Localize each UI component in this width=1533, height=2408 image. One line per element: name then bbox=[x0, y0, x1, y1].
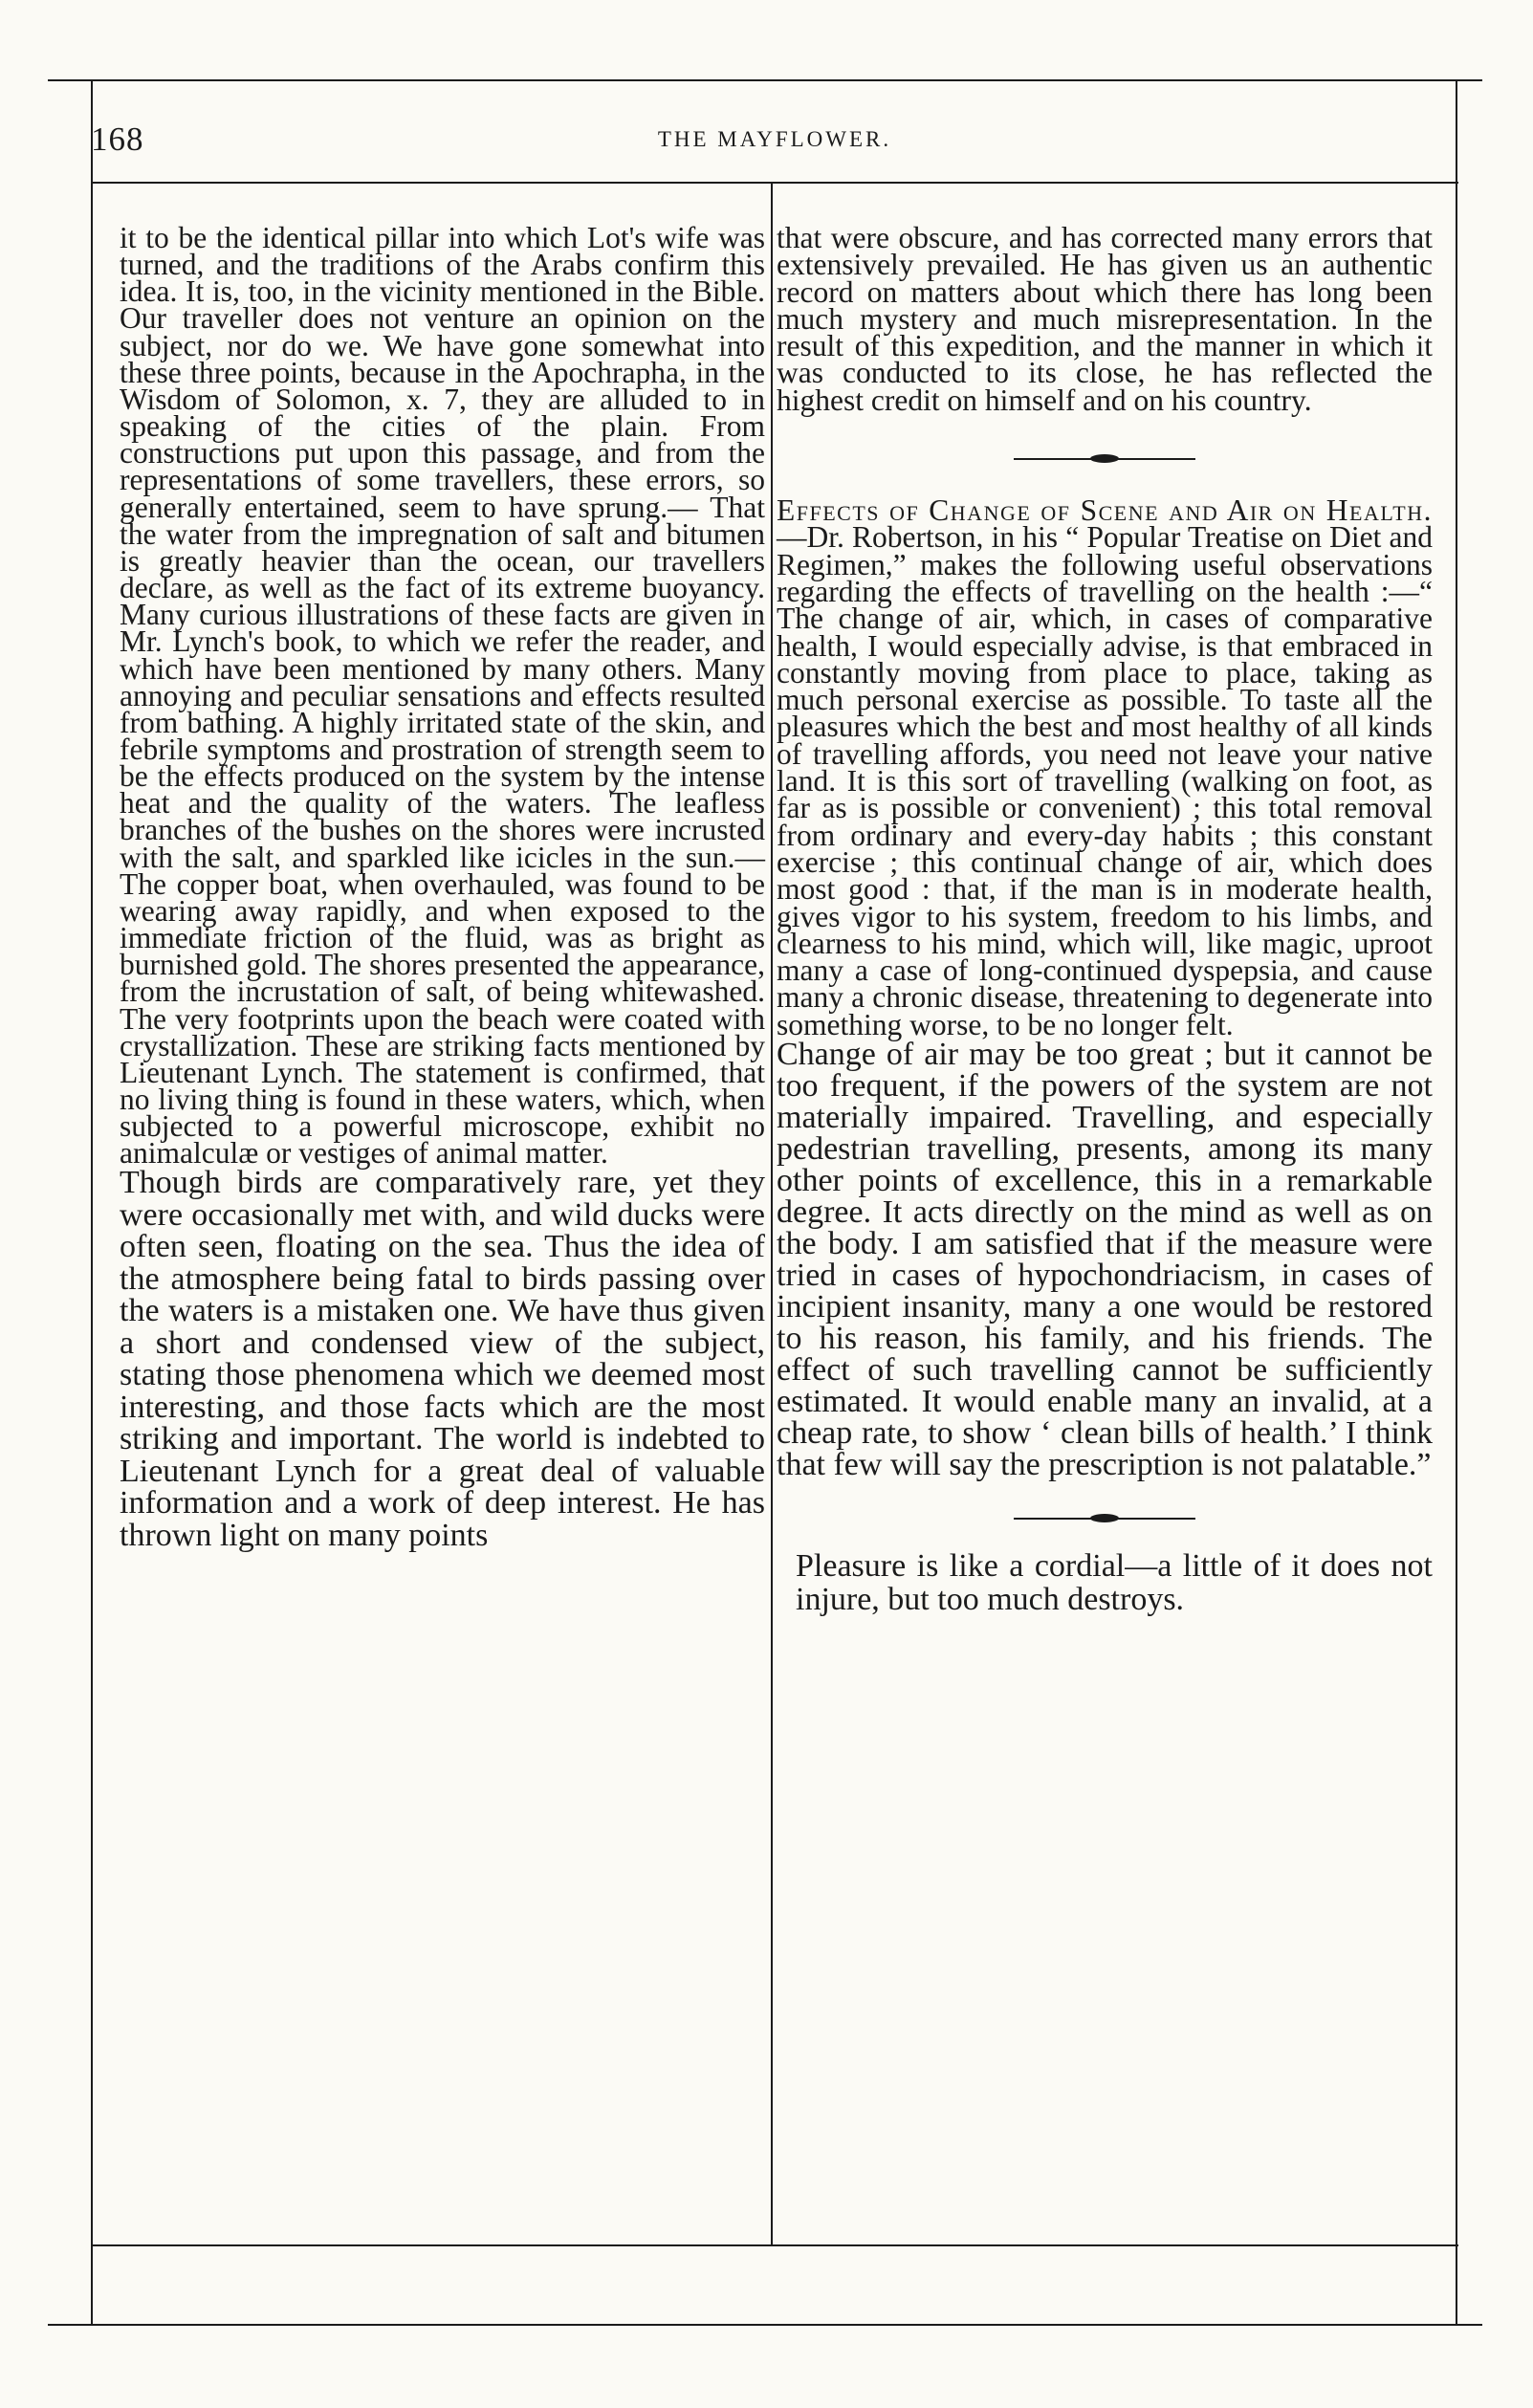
right-column bbox=[777, 221, 1433, 1618]
page-header bbox=[91, 113, 1458, 161]
left-column-text-upper: it to be the identical pillar into which Lot's wife was turned, and the traditions of the Arabs confirm this idea. It is, too, in the vicinity mentioned in the Bible. Our traveller does not venture an opinion on the subject, nor do we. We have gone somewhat into these three points, because in the Apochrapha, in the Wisdom of Solomon, x. 7, they are alluded to in speaking of the cities of the plain. From constructions put upon this passage, and from the representations of some travellers, these errors, so generally entertained, seem to have sprung.— That the water from the impregnation of salt and bitumen is greatly heavier than the ocean, our travellers declare, as well as the fact of its extreme buoyancy. Many curious illustrations of these facts are given in Mr. Lynch's book, to which we refer the reader, and which have been mentioned by many others. Many annoying and peculiar sensations and effects resulted from bathing. A highly irritated state of the skin, and febrile symptoms and prostration of strength seem to be the effects produced on the system by the intense heat and the quality of the waters. The leafless branches of the bushes on the shores were incrusted with the salt, and sparkled like icicles in the sun.— The copper boat, when overhauled, was found to be wearing away rapidly, and when exposed to the immediate friction of the fluid, was as bright as burnished gold. The shores presented the appearance, from the incrustation of salt, of being whitewashed. The very footprints upon the beach were coated with crystallization. These are striking facts mentioned by Lieutenant Lynch. The statement is confirmed, that no living thing is found in these waters, which, when subjected to a powerful microscope, exhibit no animalculæ or vestiges of animal matter. bbox=[120, 221, 765, 1171]
column-divider bbox=[771, 184, 773, 2244]
header-rule bbox=[91, 182, 1458, 184]
left-border-rule bbox=[91, 81, 93, 2324]
running-title: THE MAYFLOWER. bbox=[657, 127, 892, 151]
bottom-border-rule bbox=[48, 2324, 1482, 2326]
top-border-rule bbox=[48, 79, 1482, 81]
article-paragraph-upper bbox=[777, 493, 1433, 1041]
article-text-upper: —Dr. Robertson, in his “ Popular Treatise on Diet and Regimen,” makes the following useful observations regarding the effects of travelling on the health :—“ The change of air, which, in cases of comparative health, I would especially advise, is that embraced in constantly moving from place to place, taking as much personal exercise as possible. To taste all the pleasures which the best and most healthy of all kinds of travelling affords, you need not leave your native land. It is this sort of travelling (walking on foot, as far as is possible or convenient) ; this total removal from ordinary and every-day habits ; this constant exercise ; this continual change of air, which does most good : that, if the man is in moderate health, gives vigor to his system, freedom to his limbs, and clearness to his mind, which will, like magic, uproot many a case of long-continued dyspepsia, and cause many a chronic disease, threatening to degenerate into something worse, to be no longer felt. bbox=[777, 520, 1433, 1041]
left-column bbox=[120, 221, 765, 1553]
maxim-paragraph: Pleasure is like a cordial—a little of it does not injure, but too much destroys. bbox=[796, 1548, 1433, 1618]
section-divider-ornament-2 bbox=[1014, 1517, 1195, 1521]
page-number: 168 bbox=[91, 120, 144, 158]
article-title: Effects of Change of Scene and Air on Health. bbox=[777, 493, 1433, 528]
continuation-paragraph: that were obscure, and has corrected many errors that extensively prevailed. He has given us an authentic record on matters about which there has long been much mystery and much misrepresentation. In the result of this expedition, and the manner in which it was conducted to its close, he has reflected the highest credit on himself and on his country. bbox=[777, 221, 1433, 417]
bottom-rule bbox=[91, 2244, 1458, 2246]
right-border-rule bbox=[1456, 81, 1457, 2324]
article-text-lower: Change of air may be too great ; but it cannot be too frequent, if the powers of the system are not materially impaired. Travelling, and especially pedestrian travelling, presents, among its many other points of excellence, this in a remarkable degree. It acts directly on the mind as well as on the body. I am satisfied that if the measure were tried in cases of hypochondriacism, in cases of incipient insanity, many a one would be restored to his reason, his family, and his friends. The effect of such travelling cannot be sufficiently estimated. It would enable many an invalid, at a cheap rate, to show ‘ clean bills of health.’ I think that few will say the prescription is not palatable.” bbox=[777, 1037, 1433, 1483]
left-column-text-lower: Though birds are comparatively rare, yet they were occasionally met with, and wild ducks were often seen, floating on the sea. Thus the idea of the atmosphere being fatal to birds passing over the waters is a mistaken one. We have thus given a short and condensed view of the subject, stating those phenomena which we deemed most interesting, and those facts which are the most striking and important. The world is indebted to Lieutenant Lynch for a great deal of valuable information and a work of deep interest. He has thrown light on many points bbox=[120, 1165, 765, 1553]
section-divider-ornament bbox=[1014, 457, 1195, 461]
